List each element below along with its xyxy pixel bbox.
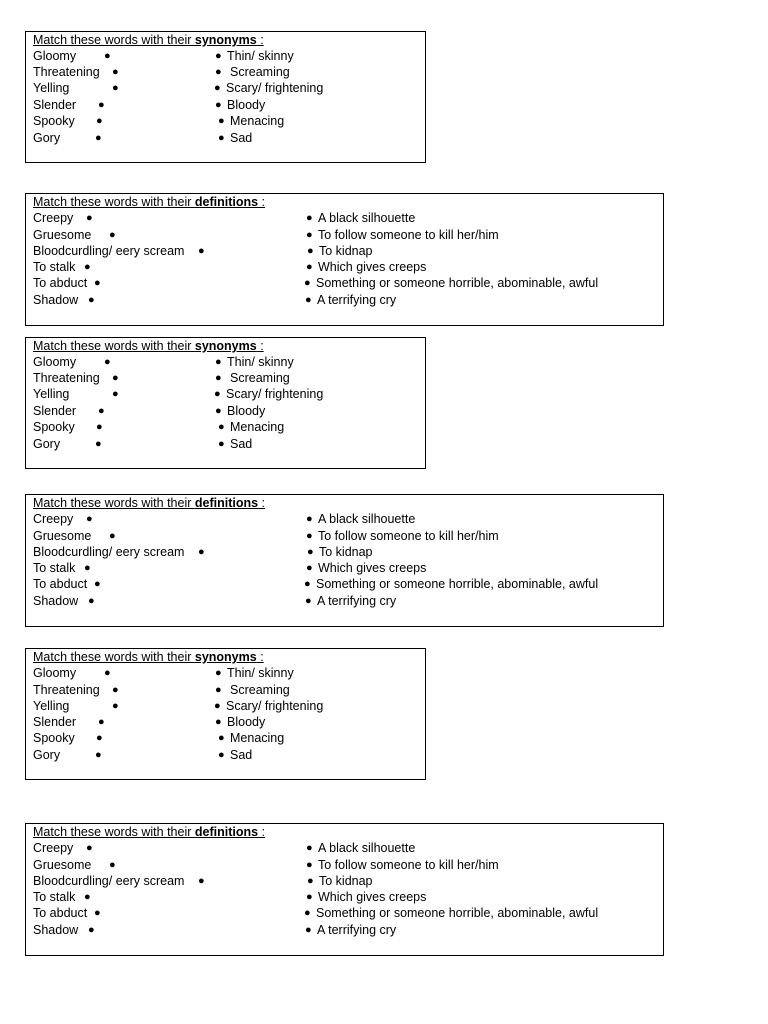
word: Gloomy xyxy=(33,355,77,369)
bullet-icon: ● xyxy=(218,749,225,761)
match-row xyxy=(26,905,663,921)
definition: To kidnap xyxy=(319,874,373,888)
bullet-icon: ● xyxy=(306,842,313,854)
match-row xyxy=(26,889,663,905)
bullet-icon: ● xyxy=(95,132,102,144)
bullet-icon: ● xyxy=(215,684,222,696)
match-row xyxy=(26,747,425,763)
bullet-icon: ● xyxy=(98,405,105,417)
bullet-icon: ● xyxy=(84,562,91,574)
bullet-icon: ● xyxy=(305,294,312,306)
match-row xyxy=(26,840,663,856)
word: To stalk xyxy=(33,260,76,274)
synonym: Sad xyxy=(230,131,253,145)
word: Bloodcurdling/ eery scream xyxy=(33,244,185,258)
definition: To kidnap xyxy=(319,545,373,559)
match-row xyxy=(26,714,425,730)
word: Creepy xyxy=(33,512,74,526)
match-row xyxy=(26,593,663,609)
word: Gory xyxy=(33,437,61,451)
match-row xyxy=(26,544,663,560)
bullet-icon: ● xyxy=(214,700,221,712)
exercise-title: Match these words with their synonyms : xyxy=(33,339,264,353)
bullet-icon: ● xyxy=(305,595,312,607)
synonym: Screaming xyxy=(230,65,290,79)
synonym: Screaming xyxy=(230,371,290,385)
definitions-exercise-box xyxy=(25,823,664,956)
word: Gruesome xyxy=(33,228,92,242)
bullet-icon: ● xyxy=(305,924,312,936)
match-row xyxy=(26,227,663,243)
bullet-icon: ● xyxy=(98,716,105,728)
bullet-icon: ● xyxy=(215,356,222,368)
definition: Which gives creeps xyxy=(318,890,427,904)
match-row xyxy=(26,419,425,435)
synonym: Screaming xyxy=(230,683,290,697)
synonym: Bloody xyxy=(227,98,266,112)
bullet-icon: ● xyxy=(218,438,225,450)
word: Shadow xyxy=(33,923,79,937)
word: Bloodcurdling/ eery scream xyxy=(33,874,185,888)
synonym: Menacing xyxy=(230,114,285,128)
match-row xyxy=(26,275,663,291)
bullet-icon: ● xyxy=(306,212,313,224)
bullet-icon: ● xyxy=(215,716,222,728)
bullet-icon: ● xyxy=(84,891,91,903)
bullet-icon: ● xyxy=(306,530,313,542)
bullet-icon: ● xyxy=(104,50,111,62)
match-row xyxy=(26,560,663,576)
definition: To follow someone to kill her/him xyxy=(318,529,499,543)
exercise-title: Match these words with their synonyms : xyxy=(33,33,264,47)
bullet-icon: ● xyxy=(109,229,116,241)
bullet-icon: ● xyxy=(306,859,313,871)
match-row xyxy=(26,259,663,275)
synonyms-exercise-box xyxy=(25,31,426,163)
bullet-icon: ● xyxy=(306,891,313,903)
word: To abduct xyxy=(33,577,88,591)
bullet-icon: ● xyxy=(218,732,225,744)
definition: Which gives creeps xyxy=(318,260,427,274)
bullet-icon: ● xyxy=(215,50,222,62)
definition: To follow someone to kill her/him xyxy=(318,228,499,242)
bullet-icon: ● xyxy=(215,372,222,384)
bullet-icon: ● xyxy=(306,261,313,273)
word: Spooky xyxy=(33,731,75,745)
bullet-icon: ● xyxy=(95,749,102,761)
definition: To kidnap xyxy=(319,244,373,258)
match-row xyxy=(26,873,663,889)
definition: A terrifying cry xyxy=(317,594,397,608)
bullet-icon: ● xyxy=(215,99,222,111)
exercise-title: Match these words with their synonyms : xyxy=(33,650,264,664)
definition: A terrifying cry xyxy=(317,923,397,937)
bullet-icon: ● xyxy=(198,546,205,558)
word: Threatening xyxy=(33,683,100,697)
synonym: Scary/ frightening xyxy=(226,387,324,401)
match-row xyxy=(26,665,425,681)
match-row xyxy=(26,354,425,370)
match-row xyxy=(26,370,425,386)
bullet-icon: ● xyxy=(88,595,95,607)
bullet-icon: ● xyxy=(306,513,313,525)
match-row xyxy=(26,97,425,113)
definition: Something or someone horrible, abominable, awful xyxy=(316,577,599,591)
bullet-icon: ● xyxy=(104,356,111,368)
bullet-icon: ● xyxy=(307,546,314,558)
synonym: Scary/ frightening xyxy=(226,81,324,95)
bullet-icon: ● xyxy=(94,578,101,590)
bullet-icon: ● xyxy=(109,530,116,542)
match-row xyxy=(26,130,425,146)
bullet-icon: ● xyxy=(306,562,313,574)
word: Yelling xyxy=(33,387,70,401)
bullet-icon: ● xyxy=(215,405,222,417)
exercise-title: Match these words with their definitions : xyxy=(33,195,266,209)
bullet-icon: ● xyxy=(98,99,105,111)
bullet-icon: ● xyxy=(304,578,311,590)
synonym: Bloody xyxy=(227,404,266,418)
match-row xyxy=(26,857,663,873)
match-row xyxy=(26,682,425,698)
word: Gory xyxy=(33,748,61,762)
bullet-icon: ● xyxy=(198,245,205,257)
word: Spooky xyxy=(33,114,75,128)
bullet-icon: ● xyxy=(88,924,95,936)
word: Yelling xyxy=(33,699,70,713)
exercise-title: Match these words with their definitions : xyxy=(33,825,266,839)
word: To abduct xyxy=(33,276,88,290)
definition: A terrifying cry xyxy=(317,293,397,307)
word: To stalk xyxy=(33,890,76,904)
word: Threatening xyxy=(33,371,100,385)
synonyms-exercise-box xyxy=(25,337,426,469)
synonym: Sad xyxy=(230,748,253,762)
word: Creepy xyxy=(33,211,74,225)
bullet-icon: ● xyxy=(215,667,222,679)
match-row xyxy=(26,730,425,746)
match-row xyxy=(26,64,425,80)
bullet-icon: ● xyxy=(109,859,116,871)
definition: To follow someone to kill her/him xyxy=(318,858,499,872)
bullet-icon: ● xyxy=(198,875,205,887)
definitions-exercise-box xyxy=(25,494,664,627)
bullet-icon: ● xyxy=(306,229,313,241)
definition: A black silhouette xyxy=(318,211,416,225)
bullet-icon: ● xyxy=(112,66,119,78)
bullet-icon: ● xyxy=(214,82,221,94)
synonym: Bloody xyxy=(227,715,266,729)
bullet-icon: ● xyxy=(86,212,93,224)
synonym: Menacing xyxy=(230,420,285,434)
synonym: Sad xyxy=(230,437,253,451)
match-row xyxy=(26,113,425,129)
word: Creepy xyxy=(33,841,74,855)
synonym: Thin/ skinny xyxy=(227,666,294,680)
bullet-icon: ● xyxy=(304,277,311,289)
synonym: Menacing xyxy=(230,731,285,745)
match-row xyxy=(26,511,663,527)
match-row xyxy=(26,576,663,592)
synonym: Thin/ skinny xyxy=(227,355,294,369)
match-row xyxy=(26,48,425,64)
match-row xyxy=(26,386,425,402)
match-row xyxy=(26,922,663,938)
match-row xyxy=(26,243,663,259)
match-row xyxy=(26,436,425,452)
bullet-icon: ● xyxy=(88,294,95,306)
word: To stalk xyxy=(33,561,76,575)
word: Gruesome xyxy=(33,858,92,872)
bullet-icon: ● xyxy=(86,842,93,854)
bullet-icon: ● xyxy=(112,372,119,384)
synonym: Scary/ frightening xyxy=(226,699,324,713)
bullet-icon: ● xyxy=(307,875,314,887)
definition: Something or someone horrible, abominable, awful xyxy=(316,276,599,290)
bullet-icon: ● xyxy=(215,66,222,78)
match-row xyxy=(26,403,425,419)
word: Gloomy xyxy=(33,49,77,63)
match-row xyxy=(26,528,663,544)
match-row xyxy=(26,210,663,226)
bullet-icon: ● xyxy=(307,245,314,257)
word: Gruesome xyxy=(33,529,92,543)
bullet-icon: ● xyxy=(218,132,225,144)
word: Slender xyxy=(33,404,77,418)
word: Shadow xyxy=(33,594,79,608)
bullet-icon: ● xyxy=(214,388,221,400)
word: Slender xyxy=(33,98,77,112)
bullet-icon: ● xyxy=(112,388,119,400)
definition: Something or someone horrible, abominable, awful xyxy=(316,906,599,920)
synonyms-exercise-box xyxy=(25,648,426,780)
bullet-icon: ● xyxy=(112,684,119,696)
match-row xyxy=(26,698,425,714)
bullet-icon: ● xyxy=(218,421,225,433)
bullet-icon: ● xyxy=(96,421,103,433)
word: Yelling xyxy=(33,81,70,95)
definition: Which gives creeps xyxy=(318,561,427,575)
bullet-icon: ● xyxy=(96,732,103,744)
word: Gory xyxy=(33,131,61,145)
definition: A black silhouette xyxy=(318,841,416,855)
bullet-icon: ● xyxy=(94,907,101,919)
bullet-icon: ● xyxy=(112,700,119,712)
bullet-icon: ● xyxy=(84,261,91,273)
word: To abduct xyxy=(33,906,88,920)
definition: A black silhouette xyxy=(318,512,416,526)
exercise-title: Match these words with their definitions : xyxy=(33,496,266,510)
bullet-icon: ● xyxy=(94,277,101,289)
word: Spooky xyxy=(33,420,75,434)
bullet-icon: ● xyxy=(96,115,103,127)
bullet-icon: ● xyxy=(86,513,93,525)
synonym: Thin/ skinny xyxy=(227,49,294,63)
word: Threatening xyxy=(33,65,100,79)
match-row xyxy=(26,292,663,308)
bullet-icon: ● xyxy=(104,667,111,679)
word: Slender xyxy=(33,715,77,729)
word: Gloomy xyxy=(33,666,77,680)
bullet-icon: ● xyxy=(218,115,225,127)
definitions-exercise-box xyxy=(25,193,664,326)
bullet-icon: ● xyxy=(304,907,311,919)
word: Shadow xyxy=(33,293,79,307)
bullet-icon: ● xyxy=(95,438,102,450)
word: Bloodcurdling/ eery scream xyxy=(33,545,185,559)
match-row xyxy=(26,80,425,96)
bullet-icon: ● xyxy=(112,82,119,94)
